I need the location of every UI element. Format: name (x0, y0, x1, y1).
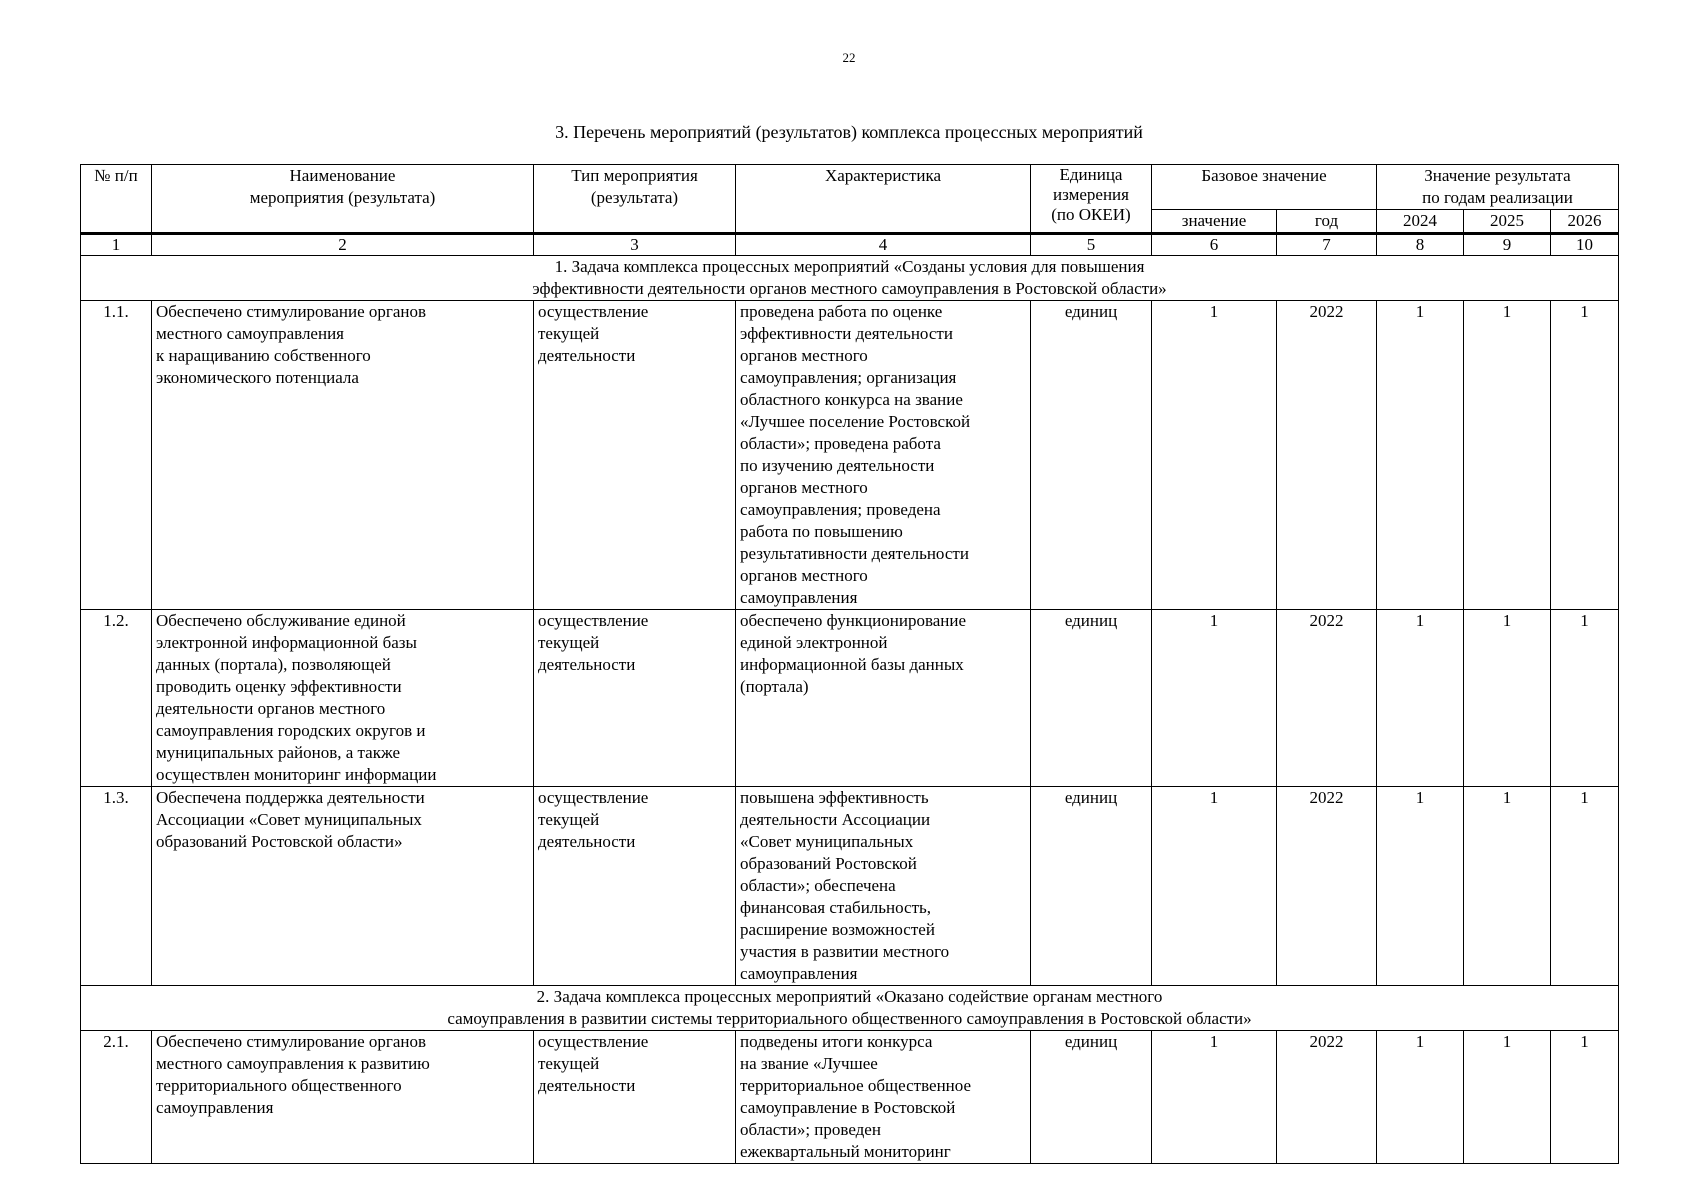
table-row (81, 610, 1619, 787)
header-characteristic: Характеристика (736, 165, 1031, 234)
column-number: 8 (1377, 234, 1464, 256)
row-base-value: 1 (1152, 301, 1277, 610)
row-unit: единиц (1031, 787, 1152, 986)
row-base-value: 1 (1152, 1031, 1277, 1164)
table-body (81, 256, 1619, 1164)
header-year-2025: 2025 (1464, 210, 1551, 234)
row-base-year: 2022 (1277, 787, 1377, 986)
row-name: Обеспечено стимулирование органов местного самоуправления к развитию территориального общественного самоуправления (152, 1031, 534, 1164)
row-name: Обеспечено стимулирование органов местного самоуправления к наращиванию собственного экономического потенциала (152, 301, 534, 610)
row-type: осуществление текущей деятельности (534, 787, 736, 986)
column-number: 2 (152, 234, 534, 256)
row-value-2024: 1 (1377, 301, 1464, 610)
row-num: 1.2. (81, 610, 152, 787)
row-unit: единиц (1031, 301, 1152, 610)
table-row (81, 1031, 1619, 1164)
row-characteristic: проведена работа по оценке эффективности деятельности органов местного самоуправления; организация областного конкурса на звание «Лучшее поселение Ростовской области»; проведена работа по изучению деятельности органов местного самоуправления; проведена работа по повышению результативности деятельности органов местного самоуправления (736, 301, 1031, 610)
row-base-value: 1 (1152, 787, 1277, 986)
header-base-value: значение (1152, 210, 1277, 234)
header-result: Значение результата по годам реализации (1377, 165, 1619, 210)
header-base-year: год (1277, 210, 1377, 234)
row-characteristic: подведены итоги конкурса на звание «Лучшее территориальное общественное самоуправление в Ростовской области»; проведен ежеквартальный мониторинг (736, 1031, 1031, 1164)
column-number: 7 (1277, 234, 1377, 256)
header-num: № п/п (81, 165, 152, 234)
table-row (81, 301, 1619, 610)
row-type: осуществление текущей деятельности (534, 1031, 736, 1164)
row-value-2026: 1 (1551, 610, 1619, 787)
row-value-2024: 1 (1377, 610, 1464, 787)
row-value-2025: 1 (1464, 301, 1551, 610)
header-base: Базовое значение (1152, 165, 1377, 210)
row-unit: единиц (1031, 1031, 1152, 1164)
header-year-2024: 2024 (1377, 210, 1464, 234)
row-num: 2.1. (81, 1031, 152, 1164)
row-value-2024: 1 (1377, 787, 1464, 986)
row-value-2025: 1 (1464, 787, 1551, 986)
column-number: 9 (1464, 234, 1551, 256)
row-characteristic: повышена эффективность деятельности Ассоциации «Совет муниципальных образований Ростовской области»; обеспечена финансовая стабильность, расширение возможностей участия в развитии местного самоуправления (736, 787, 1031, 986)
row-name: Обеспечена поддержка деятельности Ассоциации «Совет муниципальных образований Ростовской области» (152, 787, 534, 986)
row-base-value: 1 (1152, 610, 1277, 787)
table-header (81, 165, 1619, 256)
header-year-2026: 2026 (1551, 210, 1619, 234)
column-number: 6 (1152, 234, 1277, 256)
row-characteristic: обеспечено функционирование единой электронной информационной базы данных (портала) (736, 610, 1031, 787)
row-value-2026: 1 (1551, 1031, 1619, 1164)
column-number: 1 (81, 234, 152, 256)
row-base-year: 2022 (1277, 301, 1377, 610)
row-value-2026: 1 (1551, 787, 1619, 986)
column-number: 10 (1551, 234, 1619, 256)
row-value-2025: 1 (1464, 1031, 1551, 1164)
row-type: осуществление текущей деятельности (534, 610, 736, 787)
row-value-2024: 1 (1377, 1031, 1464, 1164)
row-value-2025: 1 (1464, 610, 1551, 787)
measures-table (80, 164, 1619, 1164)
header-name: Наименование мероприятия (результата) (152, 165, 534, 234)
task-row (81, 986, 1619, 1031)
header-unit: Единица измерения (по ОКЕИ) (1031, 165, 1152, 234)
column-number: 5 (1031, 234, 1152, 256)
document-title: 3. Перечень мероприятий (результатов) комплекса процессных мероприятий (555, 122, 1143, 142)
header-type: Тип мероприятия (результата) (534, 165, 736, 234)
column-number-row (81, 234, 1619, 256)
row-unit: единиц (1031, 610, 1152, 787)
page-number: 22 (842, 50, 856, 65)
row-value-2026: 1 (1551, 301, 1619, 610)
row-type: осуществление текущей деятельности (534, 301, 736, 610)
row-name: Обеспечено обслуживание единой электронной информационной базы данных (портала), позволяющей проводить оценку эффективности деятельности органов местного самоуправления городских округов и муниципальных районов, а также осуществлен мониторинг информации (152, 610, 534, 787)
row-num: 1.3. (81, 787, 152, 986)
row-num: 1.1. (81, 301, 152, 610)
row-base-year: 2022 (1277, 610, 1377, 787)
task-row (81, 256, 1619, 301)
task-title: 1. Задача комплекса процессных мероприятий «Созданы условия для повышения эффективности деятельности органов местного самоуправления в Ростовской области» (81, 256, 1619, 301)
table-row (81, 787, 1619, 986)
row-base-year: 2022 (1277, 1031, 1377, 1164)
task-title: 2. Задача комплекса процессных мероприятий «Оказано содействие органам местного самоуправления в развитии системы территориального общественного самоуправления в Ростовской области» (81, 986, 1619, 1031)
column-number: 4 (736, 234, 1031, 256)
column-number: 3 (534, 234, 736, 256)
